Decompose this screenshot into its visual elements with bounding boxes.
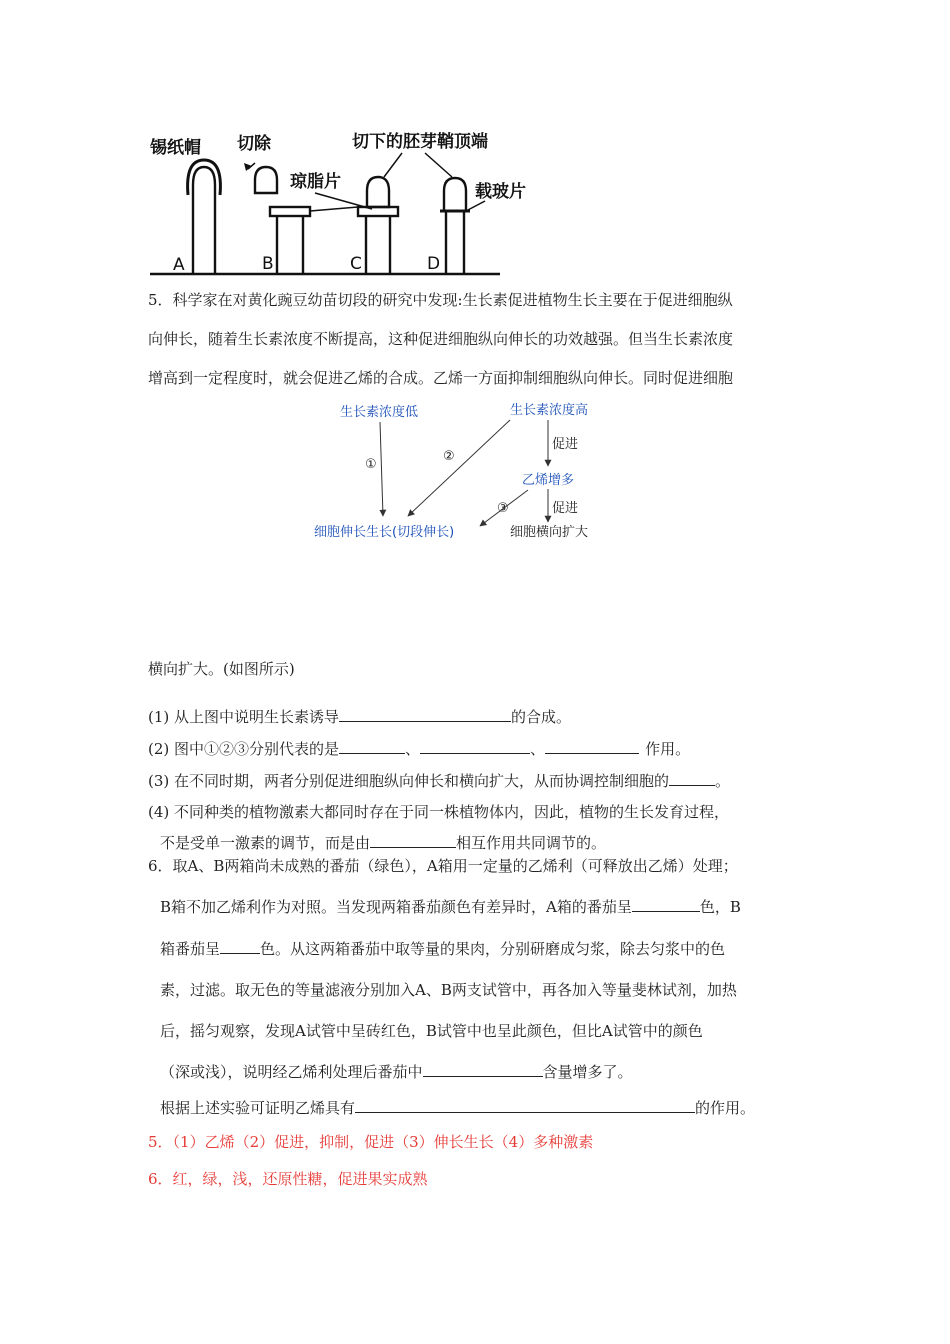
label-c: C	[350, 254, 362, 274]
label-cut-tip: 切下的胚芽鞘顶端	[352, 132, 488, 152]
q6-line-5: 后，摇匀观察，发现A试管中呈砖红色，B试管中也呈此颜色，但比A试管中的颜色	[160, 1022, 703, 1040]
coleoptile-c	[366, 216, 390, 274]
tip-leader-1	[384, 153, 402, 177]
circle-1: ①	[365, 457, 377, 472]
q5-line-2: 向伸长，随着生长素浓度不断提高，这种促进细胞纵向伸长的功效越强。但当生长素浓度	[148, 330, 734, 348]
slide-leader	[466, 201, 485, 211]
high-auxin-label: 生长素浓度高	[510, 403, 589, 418]
label-cut: 切除	[237, 134, 271, 154]
answer-blank-4[interactable]	[370, 832, 456, 848]
answer-blank-6b[interactable]	[220, 938, 260, 954]
circle-2: ②	[443, 449, 455, 464]
label-b: B	[262, 254, 274, 274]
q6-line-3	[160, 938, 725, 959]
q5-sub3-text: (3) 在不同时期，两者分别促进细胞纵向伸长和横向扩大，从而协调控制细胞的	[148, 772, 670, 790]
arrow-1	[380, 422, 383, 516]
agar-leader-2	[315, 193, 372, 209]
q6-line3-text: 箱番茄呈	[160, 940, 221, 958]
coleoptile-figure	[140, 125, 530, 277]
answer-5: 5．（1）乙烯（2）促进，抑制，促进（3）伸长生长（4）多种激素	[148, 1133, 594, 1151]
q6-line-7	[160, 1097, 755, 1118]
q6-line-4: 素，过滤。取无色的等量滤液分别加入A、B两支试管中，再各加入等量斐林试剂，加热	[160, 981, 737, 999]
answer-blank-6c[interactable]	[423, 1061, 543, 1077]
agar-block-b	[270, 207, 310, 216]
label-d: D	[427, 254, 441, 274]
q6-line2-text: B箱不加乙烯利作为对照。当发现两箱番茄颜色有差异时，A箱的番茄呈	[160, 898, 632, 916]
label-a: A	[173, 255, 185, 275]
answer-blank-2b[interactable]	[420, 738, 530, 754]
answer-blank-6a[interactable]	[632, 896, 700, 912]
label-tin-cap: 锡纸帽	[150, 138, 201, 158]
tip-on-agar-c	[367, 177, 389, 207]
q5-sub-4-line-1: (4) 不同种类的植物激素大都同时存在于同一株植物体内，因此，植物的生长发育过程，	[148, 803, 730, 821]
answer-blank-6d[interactable]	[355, 1097, 695, 1113]
agar-block-c	[358, 207, 398, 216]
q5-sub2-sep2: 、	[530, 740, 546, 758]
answer-6: 6．红，绿，浅，还原性糖，促进果实成熟	[148, 1170, 428, 1188]
q6-line7-end: 的作用。	[695, 1099, 756, 1117]
q6-line-1: 6．取A、B两箱尚未成熟的番茄（绿色），A箱用一定量的乙烯利（可释放出乙烯）处理；	[148, 857, 738, 875]
tip-on-slide-d	[444, 178, 466, 211]
tip-leader-2	[425, 153, 452, 177]
coleoptile-b	[277, 216, 303, 274]
q6-line7-text: 根据上述实验可证明乙烯具有	[160, 1099, 356, 1117]
answer-blank-2c[interactable]	[545, 738, 639, 754]
low-auxin-label: 生长素浓度低	[340, 405, 419, 420]
q6-line2-end: 色，B	[699, 898, 741, 916]
q6-line3-end: 色。从这两箱番茄中取等量的果肉，分别研磨成匀浆，除去匀浆中的色	[260, 940, 726, 958]
agar-leader-1	[310, 207, 358, 211]
arrow-2	[408, 420, 510, 516]
answer-blank-1[interactable]	[339, 706, 511, 722]
arrow-3	[480, 490, 528, 526]
coleoptile-a	[193, 167, 215, 274]
q5-line-3: 增高到一定程度时，就会促进乙烯的合成。乙烯一方面抑制细胞纵向伸长。同时促进细胞	[148, 369, 734, 387]
q5-sub1-end: 的合成。	[511, 708, 572, 726]
cell-expansion-label: 细胞横向扩大	[510, 525, 589, 540]
q5-sub4-end: 相互作用共同调节的。	[456, 834, 607, 852]
q5-sub-4-line-2	[160, 832, 606, 853]
coleoptile-d	[446, 211, 464, 274]
q6-line-6	[160, 1061, 633, 1082]
q5-sub-3	[148, 770, 730, 791]
promote-label-2: 促进	[552, 501, 579, 516]
cell-elongation-label: 细胞伸长生长(切段伸长)	[314, 525, 455, 540]
circle-3: ③	[497, 501, 509, 516]
q6-line6-text: （深或浅），说明经乙烯利处理后番茄中	[160, 1063, 423, 1081]
answer-blank-2a[interactable]	[339, 738, 405, 754]
answer-blank-3[interactable]	[669, 770, 715, 786]
hormone-flow-diagram	[300, 398, 620, 548]
q5-line-4: 横向扩大。(如图所示)	[148, 660, 295, 678]
q5-sub4-text: 不是受单一激素的调节，而是由	[160, 834, 371, 852]
label-slide: 载玻片	[475, 182, 526, 202]
excised-tip	[255, 167, 277, 193]
q5-sub2-sep1: 、	[405, 740, 421, 758]
ethylene-label: 乙烯增多	[522, 473, 575, 488]
q5-sub2-end: 作用。	[645, 740, 691, 758]
promote-label-1: 促进	[552, 437, 579, 452]
label-agar: 琼脂片	[290, 172, 341, 192]
q5-line-1: 5．科学家在对黄化豌豆幼苗切段的研究中发现:生长素促进植物生长主要在于促进细胞纵	[148, 291, 733, 309]
q5-sub2-text: (2) 图中①②③分别代表的是	[148, 740, 340, 758]
q5-sub3-end: 。	[715, 772, 731, 790]
q5-sub-1	[148, 706, 571, 727]
q6-line-2	[160, 896, 741, 917]
q5-sub-2	[148, 738, 690, 759]
q5-sub1-text: (1) 从上图中说明生长素诱导	[148, 708, 340, 726]
q6-line6-end: 含量增多了。	[542, 1063, 633, 1081]
